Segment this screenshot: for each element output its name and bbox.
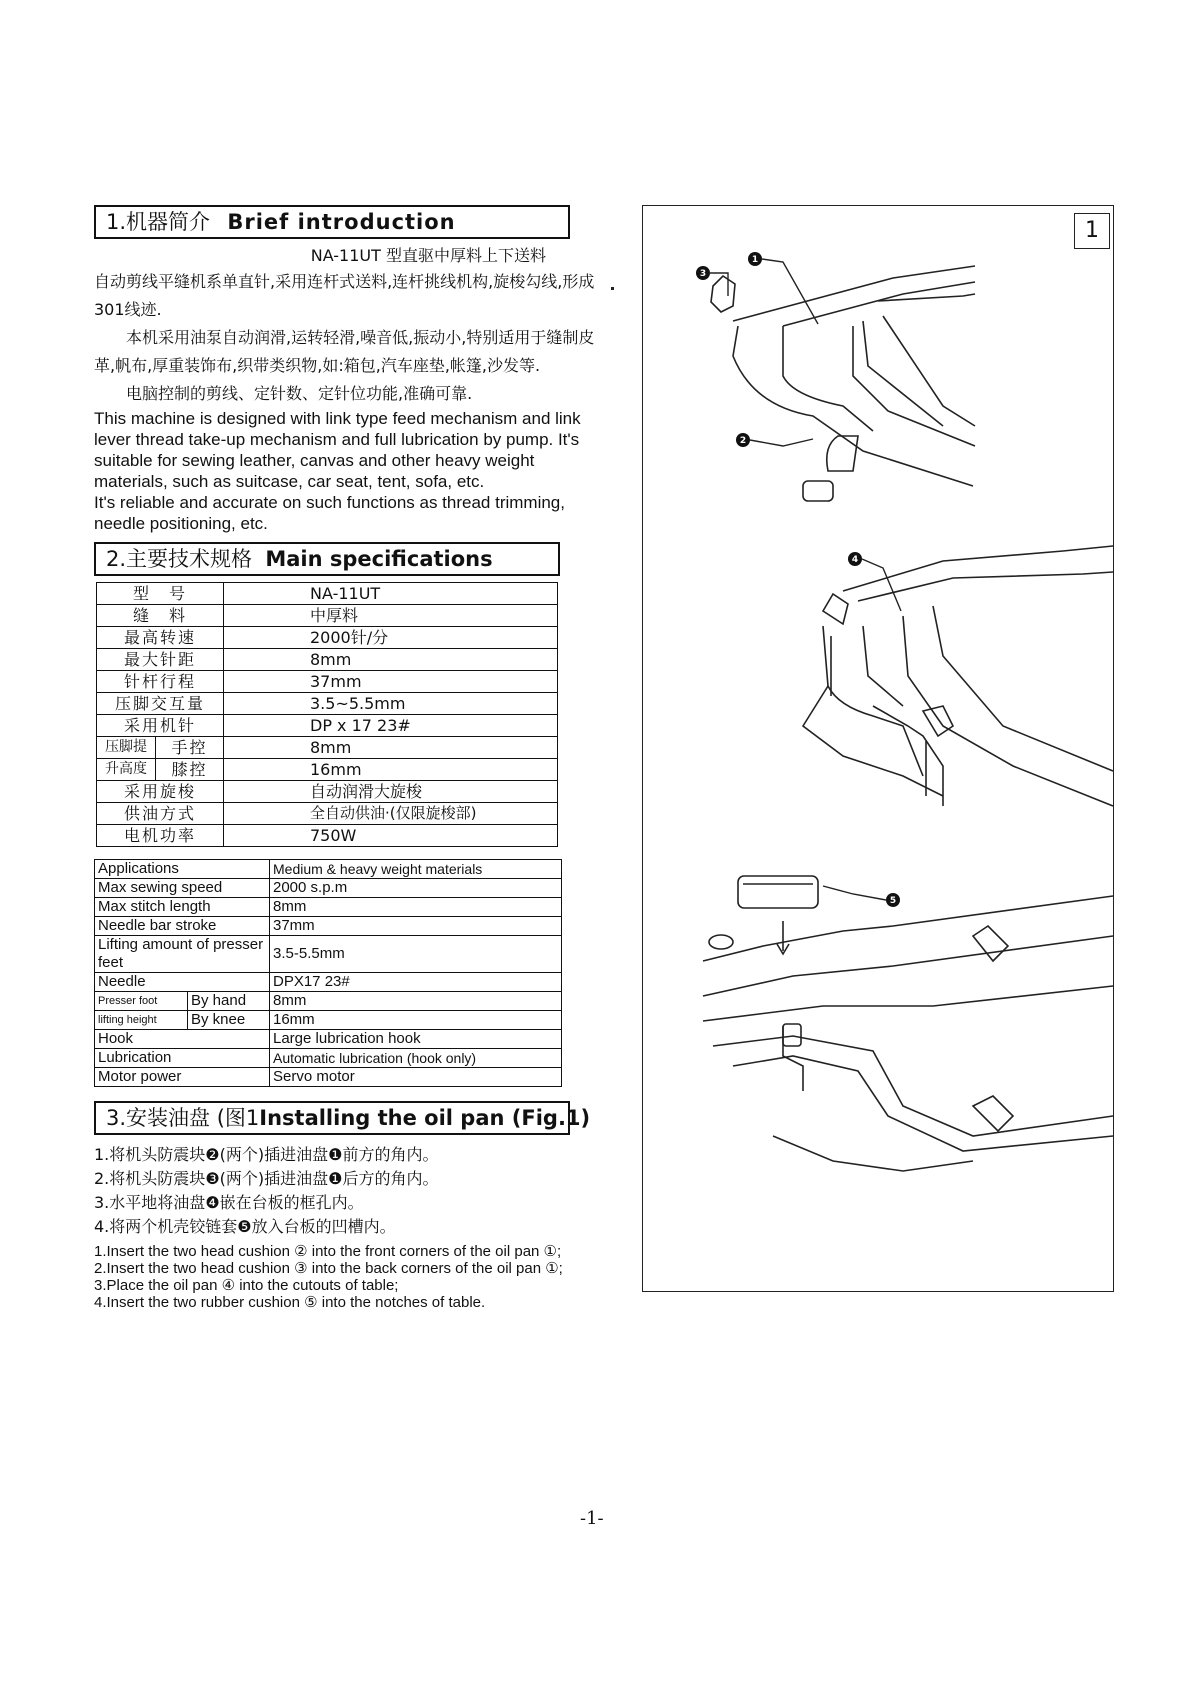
spec-value: 16mm [270, 1011, 562, 1030]
spec-key: 最高转速 [97, 627, 224, 649]
spec-value: NA-11UT [224, 583, 558, 605]
table-row [97, 803, 558, 825]
page-number: -1- [580, 1508, 604, 1529]
spec-key: By hand [188, 992, 270, 1011]
spec-key: Motor power [95, 1068, 270, 1087]
spec-key: 手控 [155, 737, 223, 758]
spec-value: DP x 17 23# [224, 715, 558, 737]
section-2-heading [94, 542, 560, 576]
figure-number: 1 [1074, 213, 1110, 249]
spec-value: DPX17 23# [270, 973, 562, 992]
spec-key: 缝 料 [97, 605, 224, 627]
table-row [95, 1049, 562, 1068]
table-row [97, 715, 558, 737]
table-row [95, 1011, 562, 1030]
table-row [95, 917, 562, 936]
section-3-heading [94, 1101, 591, 1135]
spec-value: 3.5~5.5mm [224, 693, 558, 715]
lift-label-bottom: 升高度 [105, 761, 147, 777]
spec-key: 压脚交互量 [97, 693, 224, 715]
lift-label-top: Presser foot [95, 992, 188, 1011]
spec-key: Max sewing speed [95, 879, 270, 898]
spec-value: Large lubrication hook [270, 1030, 562, 1049]
spec-key: Max stitch length [95, 898, 270, 917]
spec-key: By knee [188, 1011, 270, 1030]
spec-value: Servo motor [270, 1068, 562, 1087]
section-3-title-en: Installing the oil pan (Fig.1) [259, 1106, 591, 1130]
list-item: 3.Place the oil pan ④ into the cutouts of table; [94, 1277, 399, 1294]
spec-key-split [97, 737, 224, 759]
table-row [95, 1030, 562, 1049]
callout-3: 3 [699, 269, 707, 279]
spec-value: 8mm [270, 992, 562, 1011]
spec-value: Automatic lubrication (hook only) [270, 1049, 562, 1068]
callout-4: 4 [851, 555, 859, 565]
intro-en-paragraph-2: It's reliable and accurate on such functions as thread trimming, needle positioning, etc. [94, 493, 565, 533]
section-1-title-en: Brief introduction [227, 210, 456, 234]
spec-key: 电机功率 [97, 825, 224, 847]
table-row [97, 605, 558, 627]
table-row [97, 627, 558, 649]
spec-key-split [97, 759, 224, 781]
spec-key: 最大针距 [97, 649, 224, 671]
spec-value: 8mm [224, 649, 558, 671]
list-item: 4.Insert the two rubber cushion ⑤ into the notches of table. [94, 1294, 486, 1311]
install-steps-cn [94, 1143, 604, 1239]
figure-panel [642, 205, 1114, 1292]
table-row [95, 1068, 562, 1087]
oil-pan-illustration [643, 206, 1113, 1291]
spec-value: 2000针/分 [224, 627, 558, 649]
spec-value: 3.5-5.5mm [270, 936, 562, 973]
spec-key: Lubrication [95, 1049, 270, 1068]
spec-table-en [94, 859, 562, 1087]
callout-1: 1 [751, 255, 759, 265]
lift-label-bottom: lifting height [95, 1011, 188, 1030]
table-row [95, 860, 562, 879]
spec-value: Medium & heavy weight materials [270, 860, 562, 879]
intro-cn-paragraph-1: 自动剪线平缝机系单直针,采用连杆式送料,连杆挑线机构,旋梭勾线,形成301线迹. [94, 272, 595, 319]
intro-en-paragraph-1: This machine is designed with link type feed mechanism and link lever thread take-up mechanism and full lubrication by pump. It's suitable for sewing leather, canvas and other heavy weight materials, such as suitcase, car seat, tent, sofa, etc. [94, 409, 581, 491]
table-row [97, 671, 558, 693]
spec-value: 中厚料 [224, 605, 558, 627]
callout-5: 5 [889, 896, 897, 906]
table-row [97, 583, 558, 605]
spec-key: Applications [95, 860, 270, 879]
intro-cn-paragraph-2: 本机采用油泵自动润滑,运转轻滑,噪音低,振动小,特别适用于缝制皮革,帆布,厚重装饰布,织带类织物,如:箱包,汽车座垫,帐篷,沙发等. [94, 328, 595, 375]
table-row [97, 781, 558, 803]
stray-dot [611, 287, 614, 290]
spec-key: 针杆行程 [97, 671, 224, 693]
spec-value: 750W [224, 825, 558, 847]
spec-key: 采用旋梭 [97, 781, 224, 803]
spec-value: 8mm [270, 898, 562, 917]
spec-key: Needle bar stroke [95, 917, 270, 936]
spec-table-cn [96, 582, 558, 847]
spec-key: 膝控 [155, 759, 223, 780]
section-2-title-cn: 2.主要技术规格 [106, 547, 253, 571]
table-row [95, 879, 562, 898]
table-row [95, 936, 562, 973]
spec-value: 8mm [224, 737, 558, 759]
table-row [95, 992, 562, 1011]
spec-key: 型 号 [97, 583, 224, 605]
spec-key: 采用机针 [97, 715, 224, 737]
spec-value: 自动润滑大旋梭 [224, 781, 558, 803]
spec-key: 供油方式 [97, 803, 224, 825]
table-row [97, 693, 558, 715]
section-2-title-en: Main specifications [265, 547, 493, 571]
table-row [97, 759, 558, 781]
spec-value: 37mm [270, 917, 562, 936]
list-item: 4.将两个机壳铰链套❺放入台板的凹槽内。 [94, 1217, 396, 1236]
spec-key: Hook [95, 1030, 270, 1049]
section-1-title-cn: 1.机器简介 [106, 210, 211, 234]
model-line: NA-11UT 型直驱中厚料上下送料 [310, 246, 546, 265]
table-row [95, 898, 562, 917]
spec-key: Lifting amount of presser feet [95, 936, 270, 973]
spec-key: Needle [95, 973, 270, 992]
left-column [94, 205, 604, 1311]
list-item: 3.水平地将油盘❹嵌在台板的框孔内。 [94, 1193, 364, 1212]
spec-value: 2000 s.p.m [270, 879, 562, 898]
table-row [97, 737, 558, 759]
table-row [97, 649, 558, 671]
lift-label-top: 压脚提 [105, 739, 147, 755]
spec-value: 16mm [224, 759, 558, 781]
list-item: 1.Insert the two head cushion ② into the front corners of the oil pan ①; [94, 1243, 562, 1260]
table-row [95, 973, 562, 992]
list-item: 2.Insert the two head cushion ③ into the back corners of the oil pan ①; [94, 1260, 563, 1277]
list-item: 2.将机头防震块❸(两个)插进油盘❶后方的角内。 [94, 1169, 439, 1188]
spec-value: 全自动供油·(仅限旋梭部) [224, 803, 558, 825]
install-steps-en [94, 1243, 604, 1311]
section-1-heading [94, 205, 570, 239]
list-item: 1.将机头防震块❷(两个)插进油盘❶前方的角内。 [94, 1145, 439, 1164]
callout-2: 2 [739, 436, 747, 446]
table-row [97, 825, 558, 847]
spec-value: 37mm [224, 671, 558, 693]
section-3-title-cn: 3.安装油盘 (图1 [106, 1106, 260, 1130]
intro-cn-paragraph-3: 电脑控制的剪线、定针数、定针位功能,准确可靠. [126, 384, 473, 403]
